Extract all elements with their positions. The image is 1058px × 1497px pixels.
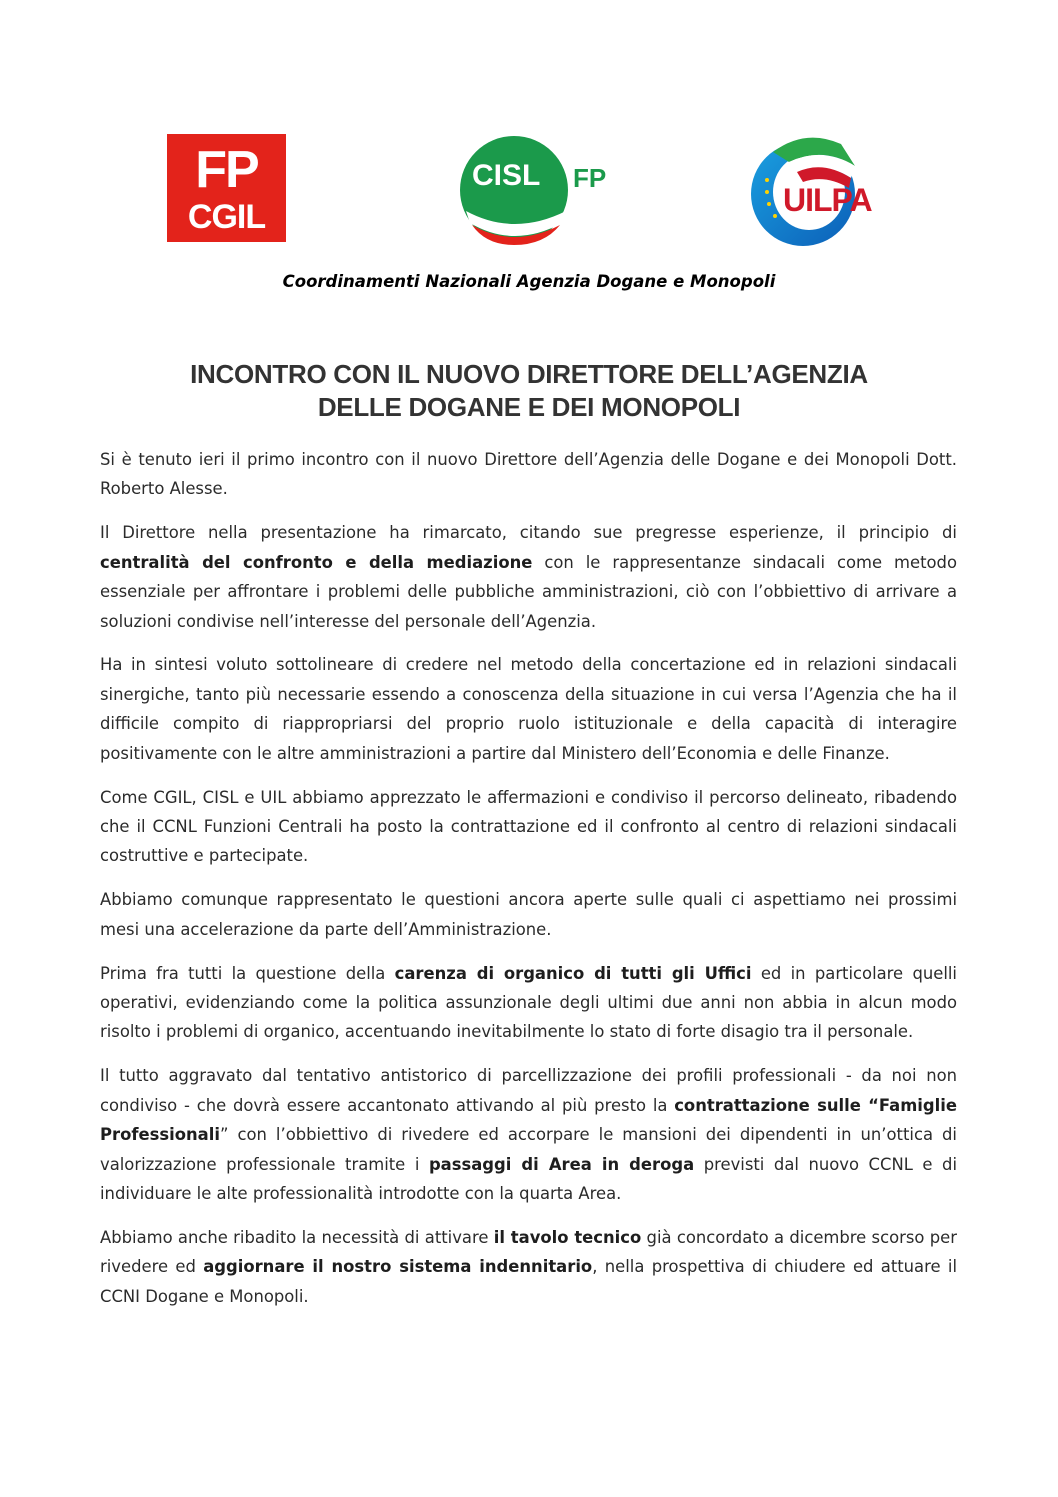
paragraph-8-bold-a: il tavolo tecnico — [493, 1227, 642, 1247]
paragraph-7-text-a: Il tutto aggravato dal tentativo antistorico di parcellizzazione dei profili professionali - da noi non condiviso - che dovrà essere accantonato attivando al più presto la — [100, 1066, 957, 1115]
page-title — [100, 358, 958, 424]
paragraph-7 — [100, 1061, 957, 1208]
paragraph-1: Si è tenuto ieri il primo incontro con il nuovo Direttore dell’Agenzia delle Dogane e dei Monopoli Dott. Roberto Alesse. — [100, 450, 957, 499]
paragraph-7-text-b: ” con l’obbiettivo di rivedere ed accorpare le mansioni dei dipendenti in un’ottica di valorizzazione professionale tramite i — [100, 1125, 957, 1174]
paragraph-6 — [100, 959, 957, 1047]
paragraph-8-bold-b: aggiornare il nostro sistema indennitario — [203, 1257, 593, 1277]
paragraph-8-text-c: , nella prospettiva di chiudere ed attuare il CCNI Dogane e Monopoli. — [100, 1257, 958, 1306]
paragraph-5: Abbiamo comunque rappresentato le questioni ancora aperte sulle quali ci aspettiamo nei prossimi mesi una accelerazione da parte dell’Amministrazione. — [100, 890, 957, 939]
title-line-2: DELLE DOGANE E DEI MONOPOLI — [317, 392, 741, 422]
paragraph-6-text-a: Prima fra tutti la questione della — [100, 963, 395, 983]
coordination-subtitle: Coordinamenti Nazionali Agenzia Dogane e Monopoli — [282, 272, 776, 291]
logo-bar — [0, 0, 1058, 260]
cisl-logo-text: CISL — [472, 159, 541, 192]
paragraph-2-bold: centralità del confronto e della mediazione — [100, 552, 533, 572]
paragraph-8-text-a: Abbiamo anche ribadito la necessità di attivare — [100, 1227, 494, 1247]
fp-cgil-logo-line2: CGIL — [187, 198, 266, 236]
paragraph-7-text-c: previsti dal nuovo CCNL e di individuare le alte professionalità introdotte con la quarta Area. — [100, 1154, 957, 1203]
fp-cgil-logo — [167, 134, 286, 242]
paragraph-2-text-a: Il Direttore nella presentazione ha rimarcato, citando sue pregresse esperienze, il principio di — [100, 523, 957, 543]
title-line-1: INCONTRO CON IL NUOVO DIRETTORE DELL’AGENZIA — [190, 359, 868, 389]
paragraph-8 — [100, 1223, 957, 1311]
uilpa-logo — [745, 132, 895, 250]
paragraph-6-bold: carenza di organico di tutti gli Uffici — [394, 963, 752, 983]
paragraph-7-bold-b: passaggi di Area in deroga — [428, 1154, 695, 1174]
paragraph-6-text-b: ed in particolare quelli operativi, evidenziando come la politica assunzionale degli ultimi due anni non abbia in alcun modo risolto i problemi di organico, accentuando inevitabilmente lo stato di forte disagio tra il personale. — [100, 963, 957, 1042]
paragraph-4: Come CGIL, CISL e UIL abbiamo apprezzato le affermazioni e condiviso il percorso delineato, ribadendo che il CCNL Funzioni Centrali ha posto la contrattazione ed il confronto al centro di relazioni sindacali costruttive e partecipate. — [100, 787, 957, 866]
paragraph-3: Ha in sintesi voluto sottolineare di credere nel metodo della concertazione ed in relazioni sindacali sinergiche, tanto più necessarie essendo a conoscenza della situazione in cui versa l’Agenzia che ha il difficile compito di riappropriarsi del proprio ruolo istituzionale e della capacità di interagire positivamente con le altre amministrazioni a partire dal Ministero dell’Economia e delle Finanze. — [100, 655, 957, 763]
uilpa-logo-text: UILPA — [783, 182, 872, 218]
paragraph-8-text-b: già concordato a dicembre scorso per rivedere ed — [100, 1227, 957, 1277]
paragraph-2-text-b: con le rappresentanze sindacali come metodo essenziale per affrontare i problemi delle pubbliche amministrazioni, ciò con l’obbiettivo di arrivare a soluzioni condivise nell’interesse del personale dell’Agenzia. — [100, 552, 957, 631]
document-body — [100, 445, 957, 1326]
paragraph-7-bold-a: contrattazione sulle “Famiglie Professionali — [100, 1095, 957, 1145]
fp-cgil-logo-line1: FP — [195, 141, 258, 199]
cisl-fp-logo — [458, 133, 618, 247]
cisl-fp-logo-suffix: FP — [573, 163, 607, 193]
paragraph-2 — [100, 518, 957, 636]
